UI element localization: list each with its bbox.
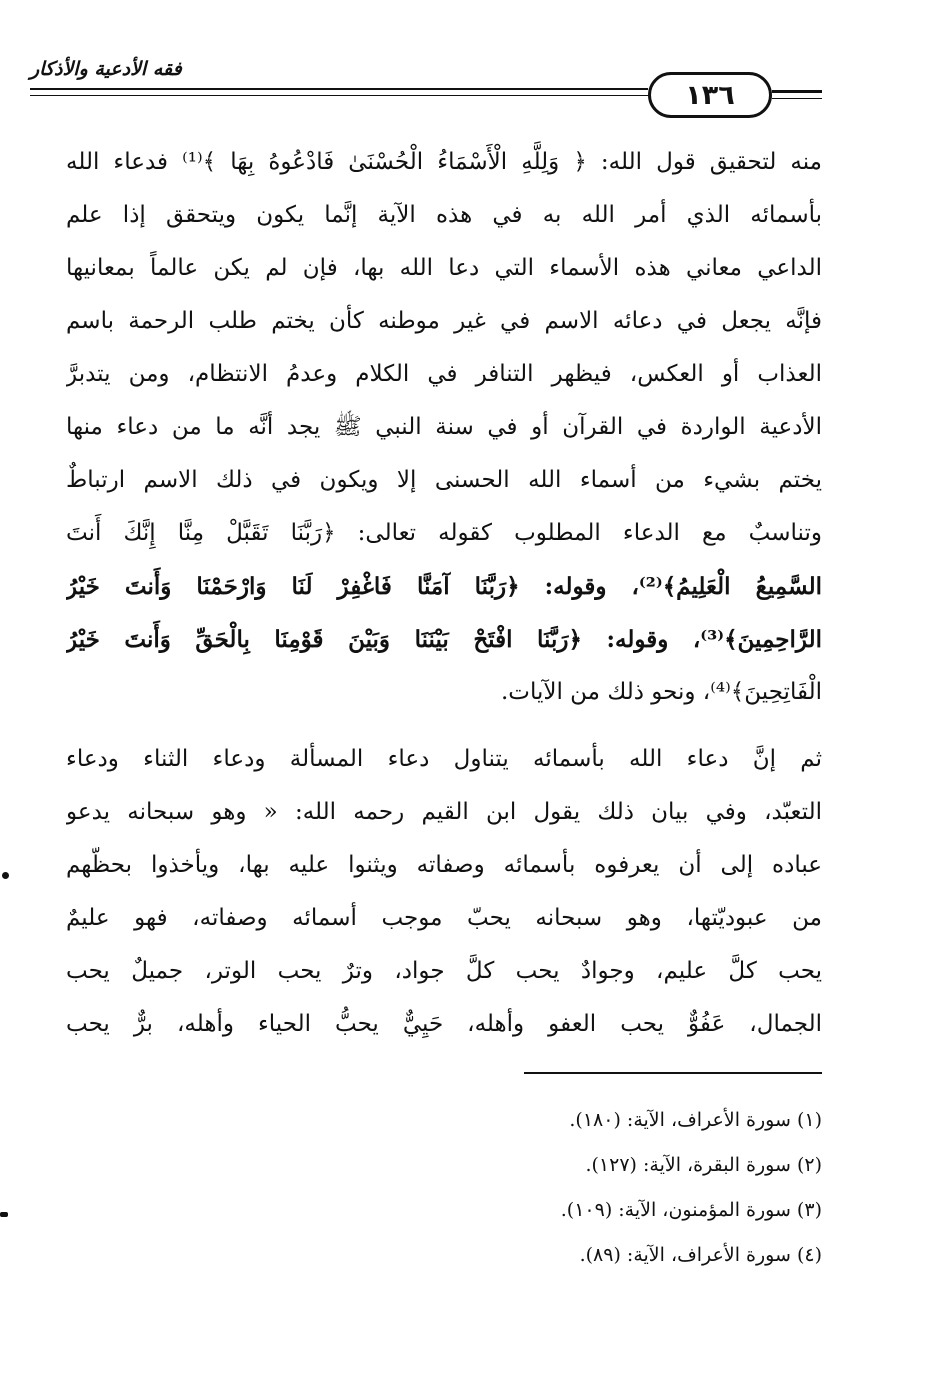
footnotes: [300, 1098, 822, 1278]
text-line: السَّمِيعُ الْعَلِيمُ﴾⁽²⁾، وقوله: ﴿رَبَّنَا آمَنَّا فَاغْفِرْ لَنَا وَارْحَمْنَا وَأَنتَ خَيْرُ: [66, 573, 822, 600]
text-line: منه لتحقيق قول الله: ﴿ وَلِلَّهِ الْأَسْمَاءُ الْحُسْنَىٰ فَادْعُوهُ بِهَا ﴾⁽¹⁾ فدعاء الله: [66, 149, 822, 175]
header-rule-right: [772, 90, 822, 93]
margin-mark: [2, 872, 9, 879]
header-rule: [30, 88, 648, 90]
text-line: من عبوديّتها، وهو سبحانه يحبّ موجب أسمائه وصفاته، فهو عليمٌ: [66, 905, 822, 931]
running-header-title: فقه الأدعية والأذكار: [30, 58, 182, 80]
text-line: فإنَّه يجعل في دعائه الاسم في غير موطنه كأن يختم طلب الرحمة باسم: [66, 308, 822, 334]
text-line: الأدعية الواردة في القرآن أو في سنة النبي ﷺ يجد أنَّه ما من دعاء منها: [66, 414, 822, 440]
text-line: الرَّاحِمِينَ﴾⁽³⁾، وقوله: ﴿رَبَّنَا افْتَحْ بَيْنَنَا وَبَيْنَ قَوْمِنَا بِالْحَقِّ وَأَنتَ خَيْرُ: [66, 626, 822, 653]
text-line: التعبّد، وفي بيان ذلك يقول ابن القيم رحمه الله: « وهو سبحانه يدعو: [66, 799, 822, 825]
text-line: وتناسبٌ مع الدعاء المطلوب كقوله تعالى: ﴿رَبَّنَا تَقَبَّلْ مِنَّا إِنَّكَ أَنتَ: [66, 520, 822, 546]
footnote-item: (٤) سورة الأعراف، الآية: (٨٩).: [579, 1244, 822, 1266]
paragraph-gap: [66, 719, 822, 733]
text-line: عباده إلى أن يعرفوه بأسمائه وصفاته ويثنوا عليه بها، ويأخذوا بحظّهم: [66, 852, 822, 878]
margin-mark: [0, 1212, 8, 1217]
header-rule-thin: [30, 95, 648, 96]
main-text: [66, 136, 822, 1051]
text-line: الجمال، عَفُوٌّ يحب العفو وأهله، حَيِيٌّ يحبُّ الحياء وأهله، برٌّ يحب: [66, 1011, 822, 1037]
text-line: ثم إنَّ دعاء الله بأسمائه يتناول دعاء المسألة ودعاء الثناء ودعاء: [66, 746, 822, 772]
text-line: يختم بشيء من أسماء الله الحسنى إلا ويكون في ذلك الاسم ارتباطٌ: [66, 467, 822, 493]
footnote-item: (٢) سورة البقرة، الآية: (١٢٧).: [585, 1154, 822, 1176]
text-line: الْفَاتِحِينَ﴾⁽⁴⁾، ونحو ذلك من الآيات.: [500, 679, 822, 705]
text-line: الداعي معاني هذه الأسماء التي دعا الله بها، فإن لم يكن عالماً بمعانيها: [66, 255, 822, 281]
footnote-separator: [524, 1072, 822, 1074]
text-line: العذاب أو العكس، فيظهر التنافر في الكلام وعدمُ الانتظام، ومن يتدبرَّ: [66, 361, 822, 387]
header-rule-right-thin: [772, 98, 822, 99]
page-number: ١٣٦: [648, 72, 772, 118]
footnote-item: (٣) سورة المؤمنون، الآية: (١٠٩).: [560, 1199, 822, 1221]
text-line: يحب كلَّ عليم، وجوادٌ يحب كلَّ جواد، وترٌ يحب الوتر، جميلٌ يحب: [66, 958, 822, 984]
footnote-item: (١) سورة الأعراف، الآية: (١٨٠).: [569, 1109, 822, 1131]
text-line: بأسمائه الذي أمر الله به في هذه الآية إنَّما يكون ويتحقق إذا علم: [66, 202, 822, 228]
